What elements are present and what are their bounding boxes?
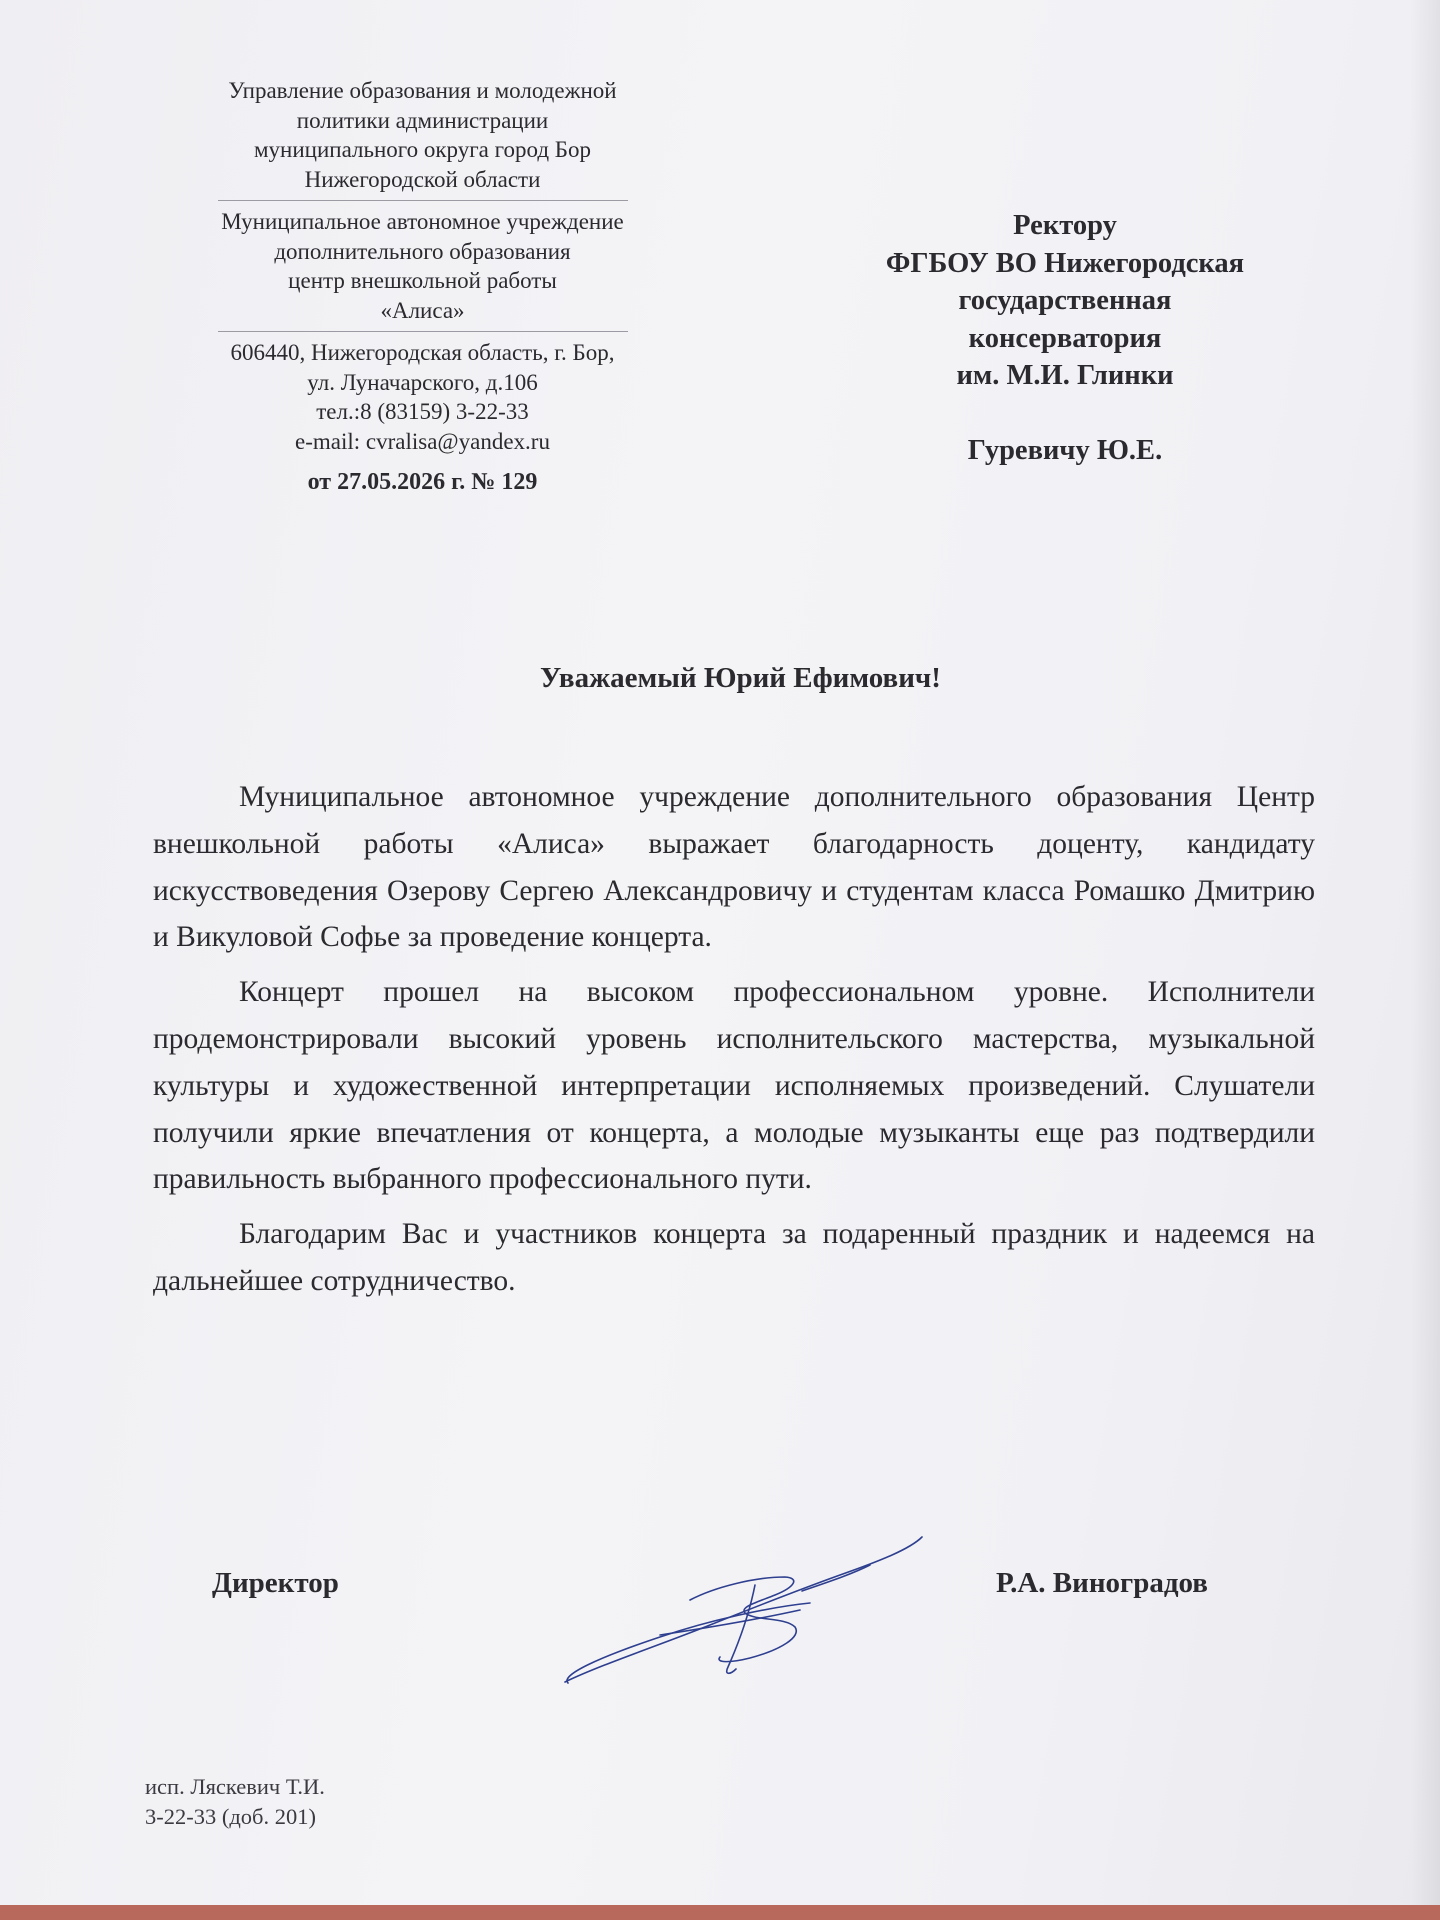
paper-edge-shadow (1410, 0, 1440, 1905)
date-number: от 27.05.2026 г. № 129 (307, 469, 538, 495)
executor-name: исп. Ляскевич Т.И. (145, 1774, 325, 1799)
address-line: ул. Луначарского, д.106 (307, 369, 538, 395)
body-paragraph: Благодарим Вас и участников концерта за подаренный праздник и надеемся на дальнейшее сотрудничество. (153, 1218, 1315, 1297)
letterhead (185, 76, 660, 498)
authority-line: муниципального округа город Бор (253, 137, 591, 162)
body-paragraph: Концерт прошел на высоком профессиональном уровне. Исполнители продемонстрировали высокий уровень исполнительского мастерства, музыкальной культуры и художественной интерпретации исполняемых произведений. Слушатели получили яркие впечатления от концерта, а молодые музыканты еще раз подтвердили правильность выбранного профессионального пути. (153, 976, 1315, 1196)
addressee-person: Гуревичу Ю.Е. (967, 434, 1163, 466)
addressee-line: ФГБОУ ВО Нижегородская (885, 247, 1245, 279)
executor-phone: 3-22-33 (доб. 201) (145, 1804, 316, 1829)
letterhead-divider (218, 331, 628, 332)
institution-line: дополнительного образования (274, 238, 571, 264)
signer-title: Директор (212, 1567, 339, 1599)
authority-line: политики администрации (296, 107, 549, 133)
institution-line: «Алиса» (380, 297, 465, 323)
executor-block (145, 1772, 325, 1832)
addressee-line: им. М.И. Глинки (956, 360, 1174, 391)
signer-name: Р.А. Виноградов (996, 1567, 1208, 1599)
signature-row (0, 1567, 1440, 1617)
authority-line: Нижегородской области (304, 166, 541, 192)
addressee-block (840, 207, 1290, 469)
addressee-line: государственная (958, 285, 1172, 316)
addressee-line: Ректору (1013, 210, 1117, 241)
phone-line: тел.:8 (83159) 3-22-33 (316, 399, 529, 424)
institution-line: центр внешкольной работы (288, 268, 557, 293)
letterhead-divider (218, 200, 628, 201)
address-line: 606440, Нижегородская область, г. Бор, (230, 340, 615, 365)
salutation: Уважаемый Юрий Ефимович! (540, 662, 941, 694)
institution-line: Муниципальное автономное учреждение (221, 209, 624, 234)
email-line: e-mail: cvralisa@yandex.ru (295, 428, 550, 454)
body-paragraph: Муниципальное автономное учреждение дополнительного образования Центр внешкольной работы «Алиса» выражает благодарность доценту, кандидату искусствоведения Озерову Сергею Александровичу и студентам класса Ромашко Дмитрию и Викуловой Софье за проведение концерта. (153, 781, 1315, 954)
letter-body (153, 774, 1315, 1313)
authority-line: Управление образования и молодежной (228, 78, 617, 103)
addressee-line: консерватория (968, 322, 1162, 354)
